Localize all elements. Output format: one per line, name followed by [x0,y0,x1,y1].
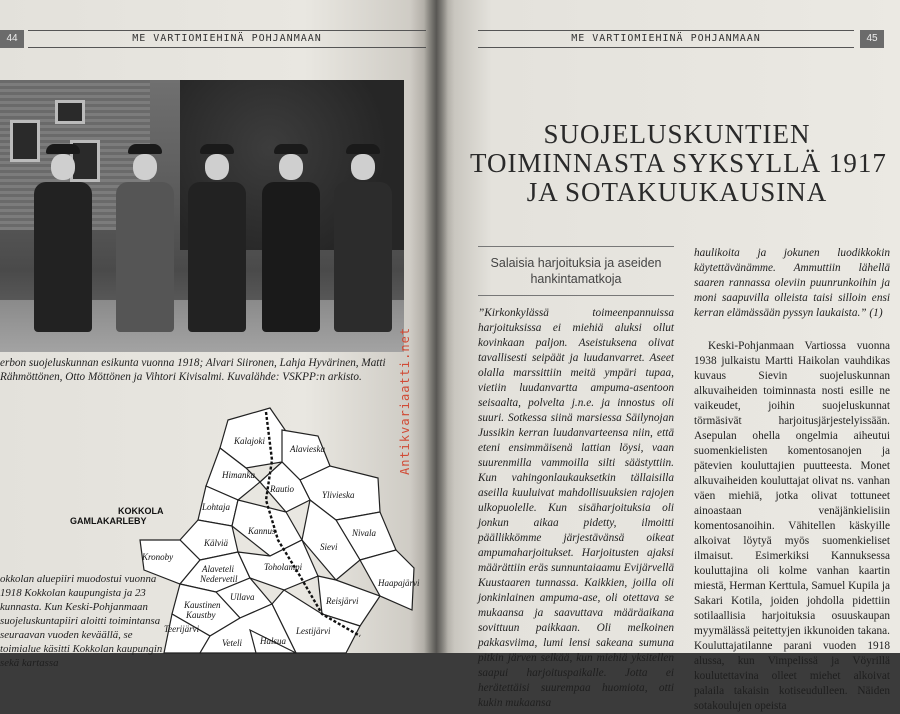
label-ullava: Ullava [230,592,255,602]
label-lohtaja: Lohtaja [202,502,231,512]
page-number-right: 45 [860,30,884,48]
historical-photo [0,80,404,352]
label-teerijarvi: Teerijärvi [164,624,200,634]
label-nivala: Nivala [352,528,376,538]
running-header-right: ME VARTIOMIEHINÄ POHJANMAAN [478,30,854,48]
photo-person-2 [116,144,174,332]
section-subheading: Salaisia harjoituksia ja aseiden hankintamatkoja [478,246,674,296]
label-kokkola: KOKKOLA [118,506,164,516]
watermark: Antikvariaatti.net [398,326,412,475]
text-column-1 [478,246,674,711]
label-kannus: Kannus [248,526,276,536]
label-alavieska: Alavieska [290,444,325,454]
page-number-left: 44 [0,30,24,48]
label-kalvia: Kälviä [204,538,228,548]
label-reisjarvi: Reisjärvi [326,596,359,606]
chapter-title-line-3: JA SOTAKUUKAUSINA [526,177,828,207]
chapter-title-line-1: SUOJELUSKUNTIEN [543,119,811,149]
photo-person-3 [188,144,246,332]
label-himanka: Himanka [222,470,255,480]
label-haapajarvi: Haapajärvi [378,578,420,588]
label-kronoby: Kronoby [142,552,174,562]
label-veteli: Veteli [222,638,242,648]
label-kaustinen: Kaustinen [184,600,221,610]
label-toholampi: Toholampi [264,562,303,572]
photo-person-4 [262,144,320,332]
quote-continuation: haulikoita ja jokunen luodikkokin käytettävänämme. Ammuttiin lähellä saaren rannassa oleviin puunrunkoihin ja moni saapuvilla olleista taisi silloin ensi kerran elämässään pyssyn laukaista.” (1) [694,247,890,319]
book-gutter [424,0,448,653]
label-kaustby: Kaustby [186,610,216,620]
map-note: okkolan aluepiiri muodostui vuonna 1918 Kokkolan kaupungista ja 23 kunnasta. Kun Keski-Pohjanmaan suojeluskuntapiiri aloitti toimintansa seuraavan vuoden keväällä, se toimialue käsitti Kokkolan kaupungin sekä kartassa [0,573,163,669]
label-lestijarvi: Lestijärvi [296,626,331,636]
left-page [0,0,436,669]
text-column-2 [694,246,890,714]
label-gamlakarleby: GAMLAKARLEBY [70,516,147,526]
photo-person-5 [334,144,392,332]
label-sievi: Sievi [320,542,338,552]
body-paragraph: Keski-Pohjanmaan Vartiossa vuonna 1938 julkaistu Martti Haikolan vauhdikas kuvaus Sievin suojeluskunnan alkuvaiheiden toiminnasta nosti esille ne vaikeudet, joihin suojeluskunnat törmäsivät harjoitusjärjestelyissään. Asepulan ohella ongelmia aiheutui suomenkielisten komentosanojen ja pätevien kouluttajien puutteesta. Monet alkuvaiheiden kouluttajat olivat ns. vanhan väen miehiä, jotka olivat tottuneet ainoastaan venäjänkielisiin komentosanoihin. Vähitellen käskyille alkoivat löytyä myös suomenkieliset ilmaisut. Esimerkiksi Kannuksessa kouluttajina oli kolme vanhan kaartin miestä, Herman Kerttula, Samuel Kupila ja Sakari Kotila, joiden johdolla pidettiin sotilaallisia harjoituksia osuuskaupan myymälässä peitettyjen ikkunoiden takana. Kouluttajatilanne parani vuoden 1918 alussa, kun Vimpelissä ja Vöyrillä koulutettavina olleet miehet alkoivat palaila takaisin kotiseudulleen. Näiden sotakoulujen opeista [694,340,890,712]
label-ylivieska: Ylivieska [322,490,355,500]
label-kalajoki: Kalajoki [234,436,265,446]
running-header-left: ME VARTIOMIEHINÄ POHJANMAAN [28,30,426,48]
quote-text: ”Kirkonkylässä toimeenpannuissa harjoituksissa ei miehiä aluksi ollut kovinkaan paljon. Aseistuksena olivat tavallisesti seipäät ja luudanvarret. Aseet olalla marssittiin meitä ympäri tupaa, vietiin luudanvartta ampuma-asentoon seisaalta, polvelta j.n.e. ja innostus oli suuri. Sotkessa siinä marsiessa Säilynojan Jussikin kerran luudanvarteensa niin, että eteni ensimmäisenä lattian löysi, vaan suurenmilla vammoilla silti säästyttiin. Kun vahingonlaukauksetkin tällaisilla aseilla kuuluivat mahdollisuuksien rajojen ulkopuolelle. Kun sisäharjoituksia oli jonkun aikaa pidetty, ilmoitti päällikkömme järjestävänsä oikeat ampumaharjoitukset. Harjoitusten ajaksi määrättiin eräs sunnuntaiaamu Evijärvellä Kuustaaren tunnassa. Kaikkien, joilla oli jonkinlainen ampuma-ase, oli otettava se mukaansa ja saavuttava määräaikana sovittuun paikkaan. Oli melkoinen pakkasviima, lumi lensi sakeana sumuna pitkin järven selkää, kun miehiä yksitellen saapui harjoituspaikalle. Jotta ei herätettäisi suurempaa huomiota, otti kukin mukaansa [478,307,674,709]
photo-caption: erbon suojeluskunnan esikunta vuonna 1918; Alvari Siironen, Lahja Hyvärinen, Matti Rähmöttönen, Otto Möttönen ja Vihtori Kivisalmi. Kuvalähde: VSKPP:n arkisto. [0,357,386,383]
label-rautio: Rautio [270,484,294,494]
label-alaveteli: Alaveteli [202,564,234,574]
label-halsua: Halsua [260,636,287,646]
chapter-title-line-2: TOIMINNASTA SYKSYLLÄ 1917 [470,148,887,178]
photo-person-1 [34,144,92,332]
label-nedervetil: Nedervetil [200,574,238,584]
chapter-title [470,119,887,207]
